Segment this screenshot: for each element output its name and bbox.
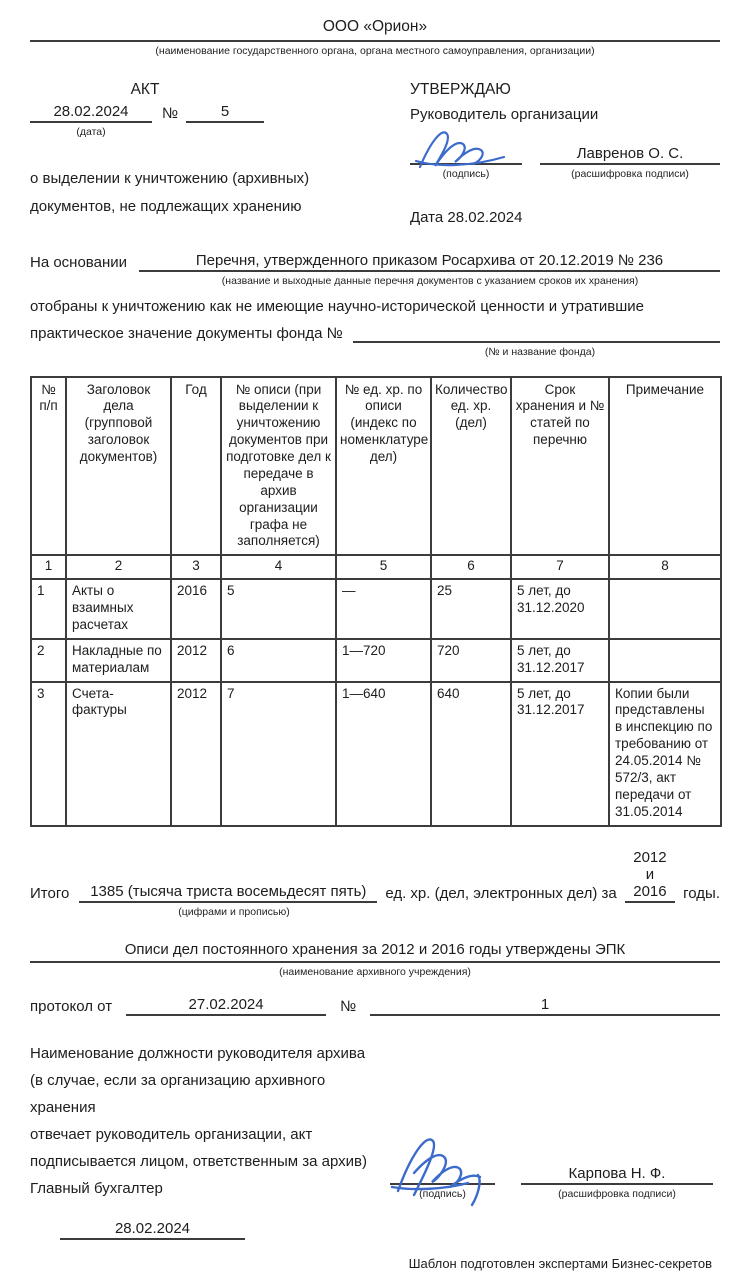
col-header-count: Количество ед. хр. (дел) (431, 377, 511, 556)
act-number-field: 5 (186, 103, 264, 123)
cell: 25 (431, 579, 511, 639)
cell: 5 (221, 579, 336, 639)
approve-signee-field: Лавренов О. С. (540, 145, 720, 165)
basis-label: На основании (30, 254, 127, 272)
fond-field (353, 340, 720, 343)
cell: 1—720 (336, 639, 431, 682)
colnum-7: 7 (511, 555, 609, 579)
colnum-2: 2 (66, 555, 171, 579)
table-row (31, 639, 721, 682)
col-header-edhr: № ед. хр. по описи (индекс по номенклатуре дел) (336, 377, 431, 556)
cell: Накладные по материалам (66, 639, 171, 682)
archivist-line: Главный бухгалтер (30, 1179, 163, 1197)
cell: 2012 (171, 639, 221, 682)
accountant-signature-row (390, 1165, 720, 1185)
act-date-field: 28.02.2024 (30, 103, 152, 123)
title-approve-section (30, 81, 720, 227)
org-name-caption: (наименование государственного органа, органа местного самоуправления, организации) (155, 45, 595, 57)
bottom-date-wrap (30, 1220, 720, 1240)
cell: 640 (431, 682, 511, 826)
accountant-signature-field (390, 1167, 495, 1185)
archivist-role-block (30, 1040, 390, 1202)
approve-sign-caption: (подпись) (442, 167, 490, 180)
approve-title: УТВЕРЖДАЮ (410, 80, 511, 98)
accountant-captions (390, 1188, 720, 1202)
table-number-row (31, 555, 721, 579)
act-subject-line2: документов, не подлежащих хранению (30, 198, 302, 216)
act-date-row (30, 103, 410, 123)
act-date-caption: (дата) (76, 125, 106, 138)
archivist-line: (в случае, если за организацию архивного хранения (30, 1071, 326, 1116)
approve-signature-row (410, 145, 720, 165)
protocol-label: протокол от (30, 997, 113, 1015)
protocol-number-field: 1 (370, 996, 720, 1016)
totals-row (30, 849, 720, 903)
cell: 3 (31, 682, 66, 826)
approve-date: Дата 28.02.2024 (410, 209, 523, 227)
act-number-sign: № (162, 104, 179, 122)
table-header-row (31, 377, 721, 556)
approve-captions (410, 168, 720, 182)
archivist-line: подписывается лицом, ответственным за архив) (30, 1152, 368, 1170)
col-header-note: Примечание (609, 377, 721, 556)
cell (609, 579, 721, 639)
totals-years-field: 2012 и 2016 (625, 849, 675, 903)
act-subject (30, 165, 410, 221)
totals-tail-text: годы. (683, 884, 720, 902)
archivist-line: отвечает руководитель организации, акт (30, 1125, 313, 1143)
approve-signature-field (410, 147, 522, 165)
totals-label: Итого (30, 884, 70, 902)
colnum-5: 5 (336, 555, 431, 579)
cell (609, 639, 721, 682)
act-title: АКТ (130, 80, 160, 98)
approve-block (410, 81, 720, 227)
basis-field: Перечня, утвержденного приказом Росархива от 20.12.2019 № 236 (139, 252, 720, 272)
cell: 2016 (171, 579, 221, 639)
accountant-name-caption: (расшифровка подписи) (558, 1188, 676, 1201)
act-subject-line1: о выделении к уничтожению (архивных) (30, 170, 310, 188)
epk-caption: (наименование архивного учреждения) (279, 966, 471, 979)
documents-table (30, 376, 722, 827)
cell: Счета-фактуры (66, 682, 171, 826)
accountant-signee-field: Карпова Н. Ф. (521, 1165, 713, 1185)
cell: 2 (31, 639, 66, 682)
cell: 720 (431, 639, 511, 682)
accountant-signature-block (390, 1040, 720, 1202)
bottom-date-field: 28.02.2024 (60, 1220, 245, 1240)
col-header-opis: № описи (при выделении к уничтожению документов при подготовке дел к передаче в архив организации графа не заполняется) (221, 377, 336, 556)
fond-caption: (№ и название фонда) (484, 345, 596, 358)
totals-mid-text: ед. хр. (дел, электронных дел) за (385, 884, 617, 902)
cell: 7 (221, 682, 336, 826)
col-header-term: Срок хранения и № статей по перечню (511, 377, 609, 556)
basis-row (30, 252, 720, 272)
colnum-3: 3 (171, 555, 221, 579)
totals-count-field: 1385 (тысяча триста восемьдесят пять) (79, 883, 377, 903)
cell: 5 лет, до 31.12.2017 (511, 682, 609, 826)
totals-caption: (цифрами и прописью) (178, 905, 290, 918)
fond-label: практическое значение документы фонда № (30, 324, 343, 342)
archivist-line: Наименование должности руководителя архива (30, 1044, 366, 1062)
cell: 2012 (171, 682, 221, 826)
protocol-row (30, 996, 720, 1016)
selection-paragraph-line1: отобраны к уничтожению как не имеющие научно-исторической ценности и утратившие (30, 297, 645, 315)
table-row (31, 579, 721, 639)
footer-signature-section (30, 1040, 720, 1202)
cell: Акты о взаимных расчетах (66, 579, 171, 639)
protocol-date-field: 27.02.2024 (126, 996, 326, 1016)
org-name: ООО «Орион» (30, 18, 720, 42)
approve-role: Руководитель организации (410, 105, 599, 123)
approve-name-caption: (расшифровка подписи) (571, 167, 689, 180)
cell: 1—640 (336, 682, 431, 826)
colnum-6: 6 (431, 555, 511, 579)
cell: 5 лет, до 31.12.2020 (511, 579, 609, 639)
cell: 6 (221, 639, 336, 682)
template-note: Шаблон подготовлен экспертами Бизнес-секретов (408, 1255, 712, 1271)
cell: 5 лет, до 31.12.2017 (511, 639, 609, 682)
col-header-title: Заголовок дела (групповой заголовок документов) (66, 377, 171, 556)
cell: Копии были представлены в инспекцию по требованию от 24.05.2014 № 572/3, акт передачи от 31.05.2014 (609, 682, 721, 826)
protocol-number-sign: № (340, 997, 357, 1015)
basis-caption: (название и выходные данные перечня документов с указанием сроков их хранения) (221, 275, 639, 288)
act-title-block (30, 81, 410, 227)
fond-row (30, 325, 720, 343)
colnum-4: 4 (221, 555, 336, 579)
col-header-year: Год (171, 377, 221, 556)
accountant-sign-caption: (подпись) (419, 1188, 466, 1201)
cell: — (336, 579, 431, 639)
table-row (31, 682, 721, 826)
colnum-1: 1 (31, 555, 66, 579)
col-header-num: № п/п (31, 377, 66, 556)
colnum-8: 8 (609, 555, 721, 579)
epk-line: Описи дел постоянного хранения за 2012 и 2016 годы утверждены ЭПК (30, 941, 720, 963)
cell: 1 (31, 579, 66, 639)
